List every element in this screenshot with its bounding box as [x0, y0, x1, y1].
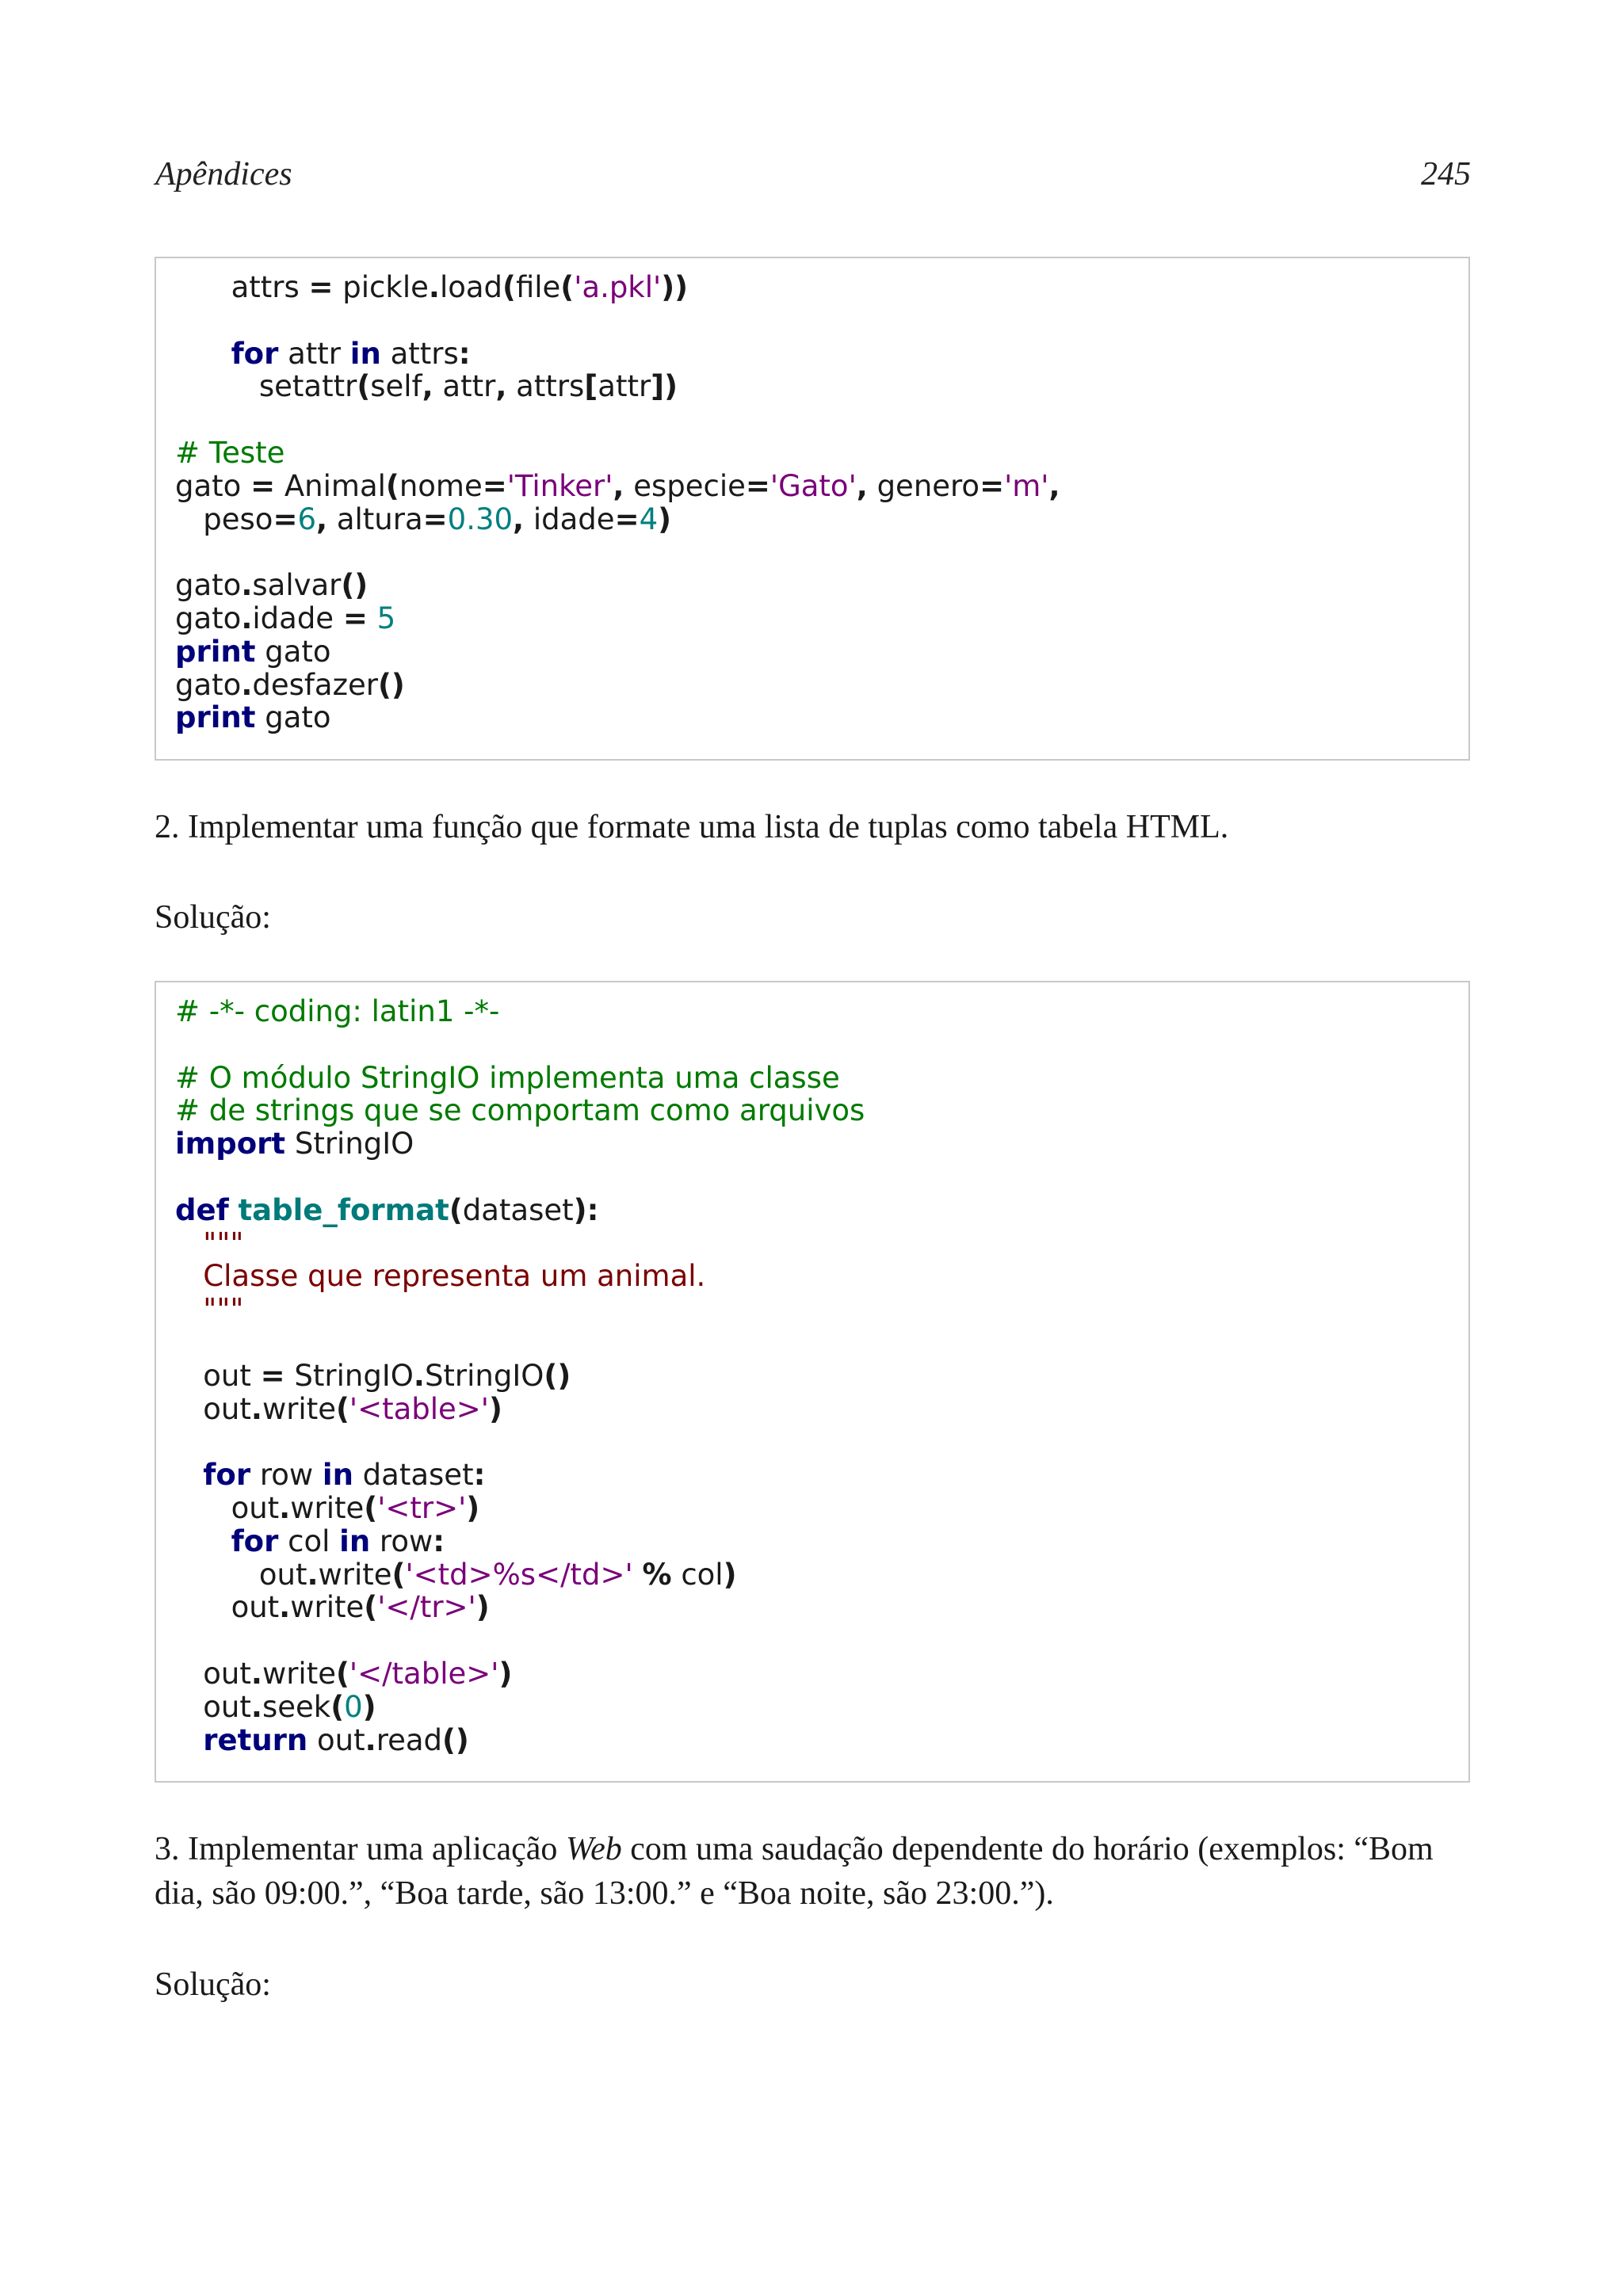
code-token: idade	[524, 502, 615, 536]
code-token: (	[335, 1391, 349, 1426]
code-token: table_format	[238, 1192, 449, 1227]
code-token: 4	[639, 502, 659, 536]
code-token: '</tr>'	[377, 1590, 476, 1625]
code-token: %	[642, 1557, 672, 1592]
code-token: write	[290, 1490, 365, 1525]
code-token: ,	[1048, 468, 1060, 503]
code-token	[175, 1723, 203, 1757]
code-token: out	[175, 1358, 261, 1393]
code-token: :	[433, 1524, 445, 1558]
code-token: idade	[252, 601, 343, 635]
code-token: out	[175, 1590, 280, 1625]
code-token: (	[560, 270, 575, 304]
code-line	[175, 1425, 1468, 1459]
code-token: =	[482, 468, 507, 503]
code-token: dataset	[462, 1192, 574, 1227]
code-token: =	[308, 270, 334, 304]
code-token: =	[273, 502, 298, 536]
code-token	[175, 1259, 203, 1293]
code-line	[175, 569, 1468, 602]
code-token: out	[175, 1656, 251, 1691]
code-token: # de strings que se comportam como arquivos	[175, 1093, 865, 1128]
exercise-3-statement-start: 3. Implementar uma aplicação	[155, 1831, 566, 1867]
code-line	[175, 1624, 1468, 1657]
code-token: in	[322, 1458, 353, 1493]
code-token: =	[422, 502, 448, 536]
code-token: ,	[613, 468, 624, 503]
code-token: 0.30	[447, 502, 514, 536]
code-line	[175, 1393, 1468, 1426]
code-token: print	[175, 634, 256, 669]
code-token	[175, 1292, 203, 1326]
code-token: =	[342, 601, 368, 635]
code-line	[175, 1161, 1468, 1194]
code-token: def	[175, 1192, 229, 1227]
code-token	[368, 601, 377, 635]
code-token: StringIO	[285, 1358, 414, 1393]
code-token: col	[671, 1557, 724, 1592]
code-line	[175, 1591, 1468, 1624]
code-token: """	[203, 1292, 244, 1327]
code-line	[175, 1260, 1468, 1293]
code-token: ()	[544, 1358, 571, 1393]
code-block-2	[155, 981, 1470, 1783]
code-token: load	[439, 270, 503, 304]
code-token: '<td>%s</td>'	[405, 1557, 633, 1592]
code-token: ,	[495, 369, 507, 404]
code-token: gato	[255, 634, 331, 669]
code-line	[175, 1094, 1468, 1127]
code-line	[175, 995, 1468, 1028]
code-token: .	[428, 270, 440, 304]
code-token	[175, 337, 231, 371]
code-token: (	[357, 369, 371, 404]
code-line	[175, 669, 1468, 702]
code-token: (	[335, 1656, 349, 1691]
code-token: .	[241, 667, 253, 702]
code-line	[175, 1525, 1468, 1558]
code-token: import	[175, 1127, 286, 1161]
section-title: Apêndices	[155, 156, 292, 193]
code-token: in	[349, 336, 381, 371]
code-token: :	[473, 1458, 486, 1493]
code-token: :	[458, 336, 471, 371]
code-token: """	[203, 1226, 244, 1261]
code-line	[175, 338, 1468, 371]
code-token: ,	[513, 502, 525, 536]
code-token: 'a.pkl'	[574, 270, 662, 304]
code-token: attrs	[506, 369, 585, 404]
code-token: out	[175, 1391, 251, 1426]
code-line	[175, 635, 1468, 669]
code-token: [	[584, 369, 598, 404]
code-token: write	[318, 1557, 392, 1592]
code-line	[175, 1326, 1468, 1360]
code-line	[175, 1028, 1468, 1062]
code-token: ):	[573, 1192, 599, 1227]
code-token: .	[250, 1689, 262, 1724]
code-token: col	[278, 1524, 340, 1558]
code-token: 6	[297, 502, 317, 536]
code-line	[175, 1492, 1468, 1525]
code-token: genero	[867, 468, 980, 503]
code-token: setattr	[175, 369, 357, 404]
code-token: (	[364, 1590, 378, 1625]
code-token: write	[262, 1656, 336, 1691]
code-token: .	[241, 568, 253, 603]
code-token: gato	[175, 468, 251, 503]
code-line	[175, 1558, 1468, 1592]
code-token: row	[250, 1458, 323, 1493]
code-line	[175, 1062, 1468, 1095]
code-token: Classe que representa um animal.	[203, 1259, 706, 1294]
code-token: )	[723, 1557, 737, 1592]
code-token: '<tr>'	[377, 1490, 467, 1525]
exercise-2-statement: 2. Implementar uma função que formate uma lista de tuplas como tabela HTML.	[155, 809, 1229, 845]
code-token: ()	[442, 1722, 469, 1757]
code-token: gato	[175, 568, 242, 603]
code-token	[633, 1558, 643, 1592]
code-token: for	[203, 1458, 251, 1493]
code-line	[175, 1360, 1468, 1393]
code-token: desfazer	[252, 667, 378, 702]
code-token: out	[307, 1722, 365, 1757]
code-token	[175, 1524, 231, 1558]
exercise-3-solution-label: Solução:	[155, 1966, 271, 2003]
exercise-3-statement	[155, 1827, 1470, 1916]
code-token: .	[365, 1722, 376, 1757]
code-token: write	[290, 1590, 365, 1625]
code-token: )	[488, 1391, 502, 1426]
code-token: 0	[344, 1689, 363, 1724]
code-line	[175, 1293, 1468, 1326]
code-token: gato	[255, 700, 331, 735]
code-token: read	[376, 1722, 443, 1757]
code-token: )	[498, 1656, 513, 1691]
code-token: '<table>'	[349, 1391, 489, 1426]
code-token: .	[279, 1590, 291, 1625]
code-token: =	[745, 468, 770, 503]
code-token: 5	[376, 601, 396, 635]
code-token: attrs	[175, 270, 309, 304]
code-token: .	[250, 1391, 262, 1426]
code-token: )	[466, 1490, 480, 1525]
code-token: =	[980, 468, 1005, 503]
code-token: )	[475, 1590, 490, 1625]
code-token: (	[364, 1490, 378, 1525]
code-line	[175, 437, 1468, 470]
code-line	[175, 1194, 1468, 1227]
code-token: gato	[175, 601, 242, 635]
code-line	[175, 1127, 1468, 1161]
exercise-2-solution-label: Solução:	[155, 899, 271, 936]
code-token: Animal	[275, 468, 386, 503]
code-token: 'Tinker'	[506, 468, 613, 503]
code-token: out	[175, 1490, 280, 1525]
code-line	[175, 304, 1468, 338]
code-token: 'm'	[1004, 468, 1049, 503]
code-token: 'Gato'	[769, 468, 857, 503]
code-line	[175, 403, 1468, 437]
code-token: gato	[175, 667, 242, 702]
code-token: (	[330, 1689, 345, 1724]
code-token: peso	[175, 502, 273, 536]
code-line	[175, 271, 1468, 304]
code-token: attr	[433, 369, 496, 404]
code-token: out	[175, 1557, 307, 1592]
code-token: dataset	[353, 1458, 474, 1493]
code-token: .	[413, 1358, 425, 1393]
code-token: attrs	[380, 336, 459, 371]
code-token: row	[370, 1524, 433, 1558]
code-token: .	[279, 1490, 291, 1525]
code-line	[175, 1724, 1468, 1757]
code-token: (	[449, 1192, 463, 1227]
page-number: 245	[1421, 156, 1471, 193]
code-token: (	[502, 270, 516, 304]
code-token	[229, 1193, 239, 1227]
code-token: )	[362, 1689, 376, 1724]
code-token: altura	[327, 502, 423, 536]
code-token	[175, 1226, 203, 1261]
code-line	[175, 1657, 1468, 1691]
code-line	[175, 370, 1468, 403]
code-line	[175, 1227, 1468, 1261]
code-token: .	[241, 601, 253, 635]
code-token: ,	[316, 502, 328, 536]
code-token: StringIO	[285, 1127, 414, 1161]
code-token: especie	[624, 468, 746, 503]
code-token: self	[370, 369, 422, 404]
code-line	[175, 602, 1468, 635]
code-token: ])	[651, 369, 678, 404]
exercise-3-statement-end: com uma saudação dependente do horário (exemplos: “Bom dia, são 09:00.”, “Boa tarde, são 13:00.” e “Boa noite, são 23:00.”).	[155, 1831, 1434, 1912]
code-token: out	[175, 1689, 251, 1724]
code-token: =	[260, 1358, 285, 1393]
code-token: write	[262, 1391, 336, 1426]
code-token: (	[385, 468, 399, 503]
code-token: .	[250, 1656, 262, 1691]
code-token: =	[614, 502, 640, 536]
code-token: nome	[399, 468, 483, 503]
code-line	[175, 1459, 1468, 1492]
code-token: =	[250, 468, 276, 503]
code-line	[175, 503, 1468, 536]
code-token: file	[515, 270, 561, 304]
code-token: ))	[661, 270, 689, 304]
exercise-3-statement-web: Web	[565, 1831, 622, 1867]
code-line	[175, 536, 1468, 569]
code-token: attr	[598, 369, 651, 404]
code-token: # O módulo StringIO implementa uma classe	[175, 1060, 840, 1095]
code-token: attr	[278, 336, 350, 371]
code-token: ()	[341, 568, 369, 603]
code-token: for	[231, 336, 279, 371]
code-token: ()	[378, 667, 405, 702]
code-token: # -*- coding: latin1 -*-	[175, 994, 500, 1028]
code-token: print	[175, 700, 256, 735]
code-token: pickle	[333, 270, 429, 304]
code-token: '</table>'	[349, 1656, 499, 1691]
code-token: ,	[856, 468, 868, 503]
code-token: # Teste	[175, 435, 285, 470]
code-line	[175, 470, 1468, 503]
code-token: .	[307, 1557, 319, 1592]
code-token: return	[203, 1722, 308, 1757]
code-token	[175, 1458, 203, 1492]
code-token: )	[658, 502, 672, 536]
code-token: StringIO	[424, 1358, 544, 1393]
page-header	[155, 155, 1471, 203]
code-token: salvar	[252, 568, 342, 603]
code-line	[175, 1691, 1468, 1724]
code-token: ,	[422, 369, 433, 404]
code-token: in	[339, 1524, 371, 1558]
code-token: (	[391, 1557, 406, 1592]
code-block-1	[155, 257, 1470, 761]
code-token: seek	[262, 1689, 331, 1724]
code-line	[175, 701, 1468, 734]
code-token: for	[231, 1524, 279, 1558]
